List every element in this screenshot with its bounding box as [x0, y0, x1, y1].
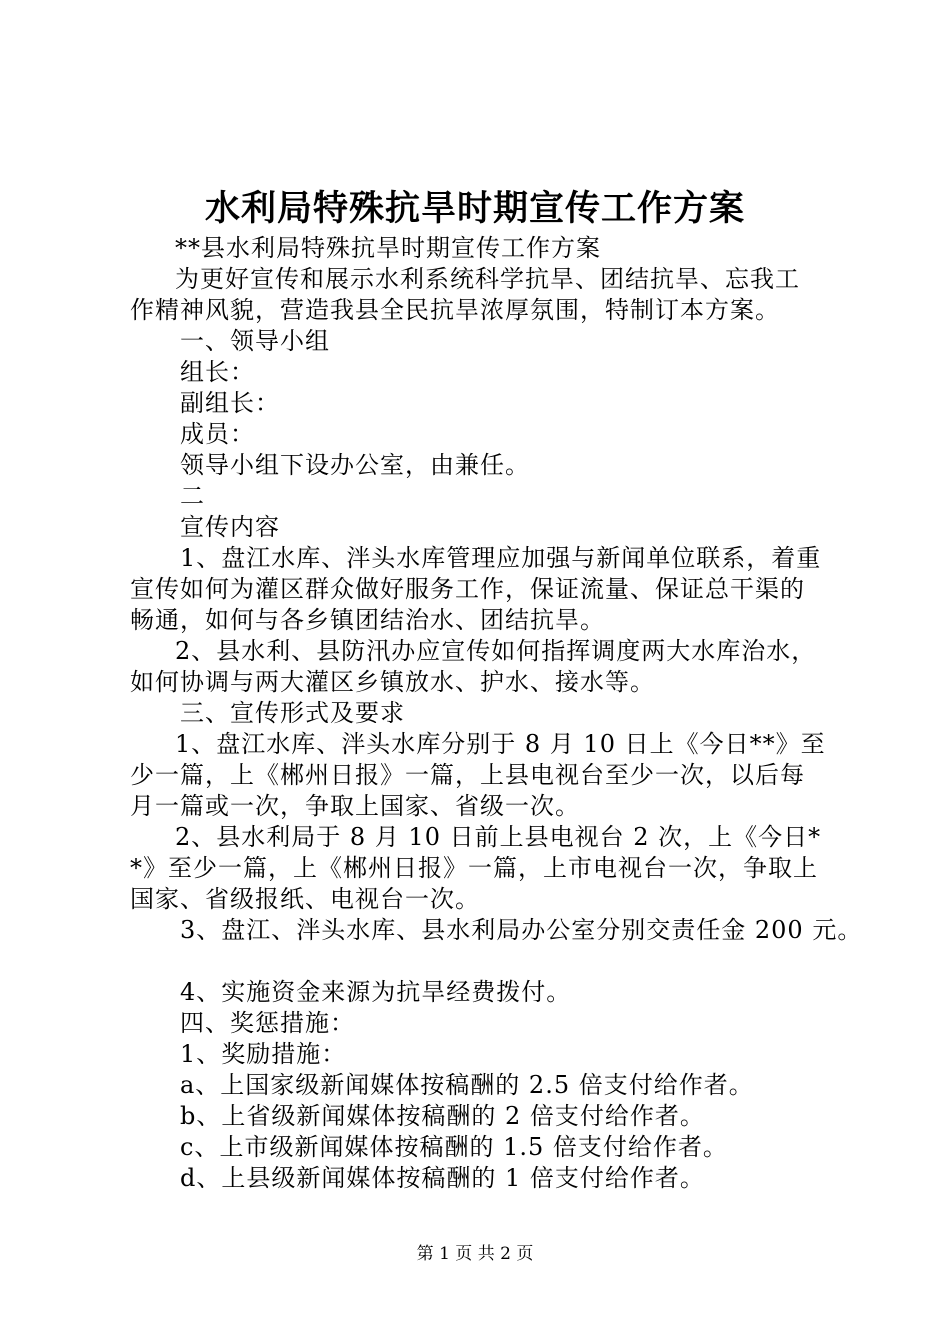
paragraph-line: 为更好宣传和展示水利系统科学抗旱、团结抗旱、忘我工 [175, 265, 800, 293]
paragraph-line: 组长： [180, 358, 255, 386]
section-heading: 三、宣传形式及要求 [180, 699, 405, 727]
list-item: b、上省级新闻媒体按稿酬的 2 倍支付给作者。 [180, 1102, 705, 1130]
list-item: a、上国家级新闻媒体按稿酬的 2.5 倍支付给作者。 [180, 1071, 754, 1099]
paragraph-line: 作精神风貌，营造我县全民抗旱浓厚氛围，特制订本方案。 [130, 296, 780, 324]
paragraph-line: *》至少一篇，上《郴州日报》一篇，上市电视台一次，争取上 [130, 854, 818, 882]
document-body [130, 233, 863, 1194]
section-heading: 宣传内容 [180, 513, 280, 541]
paragraph-line: 月一篇或一次，争取上国家、省级一次。 [130, 792, 580, 820]
paragraph-line: 4、实施资金来源为抗旱经费拨付。 [180, 978, 572, 1006]
paragraph-line: 国家、省级报纸、电视台一次。 [130, 885, 480, 913]
section-heading: 四、奖惩措施： [180, 1009, 355, 1037]
section-heading: 二 [180, 482, 205, 510]
subtitle-line: **县水利局特殊抗旱时期宣传工作方案 [175, 234, 601, 262]
paragraph-line: 1、盘江水库、泮头水库分别于 8 月 10 日上《今日**》至 [175, 730, 826, 758]
paragraph-line: 2、县水利、县防汛办应宣传如何指挥调度两大水库治水， [175, 637, 817, 665]
paragraph-line: 成员： [180, 420, 255, 448]
list-item: d、上县级新闻媒体按稿酬的 1 倍支付给作者。 [180, 1164, 705, 1192]
paragraph-line: 1、盘江水库、泮头水库管理应加强与新闻单位联系，着重 [180, 544, 822, 572]
document-title: 水利局特殊抗旱时期宣传工作方案 [204, 188, 745, 229]
paragraph-line: 宣传如何为灌区群众做好服务工作，保证流量、保证总干渠的 [130, 575, 805, 603]
paragraph-line: 少一篇，上《郴州日报》一篇，上县电视台至少一次，以后每 [130, 761, 805, 789]
paragraph-line: 畅通，如何与各乡镇团结治水、团结抗旱。 [130, 606, 605, 634]
paragraph-line: 3、盘江、泮头水库、县水利局办公室分别交责任金 200 元。 [180, 916, 863, 944]
list-item: c、上市级新闻媒体按稿酬的 1.5 倍支付给作者。 [180, 1133, 728, 1161]
paragraph-line: 1、奖励措施： [180, 1040, 347, 1068]
paragraph-line: 副组长： [180, 389, 280, 417]
paragraph-line: 2、县水利局于 8 月 10 日前上县电视台 2 次，上《今日* [175, 823, 822, 851]
page-indicator: 第 1 页 共 2 页 [416, 1244, 534, 1264]
paragraph-line: 领导小组下设办公室，由兼任。 [180, 451, 530, 479]
blank-line [130, 946, 840, 977]
paragraph-line: 如何协调与两大灌区乡镇放水、护水、接水等。 [130, 668, 655, 696]
section-heading: 一、领导小组 [180, 327, 330, 355]
